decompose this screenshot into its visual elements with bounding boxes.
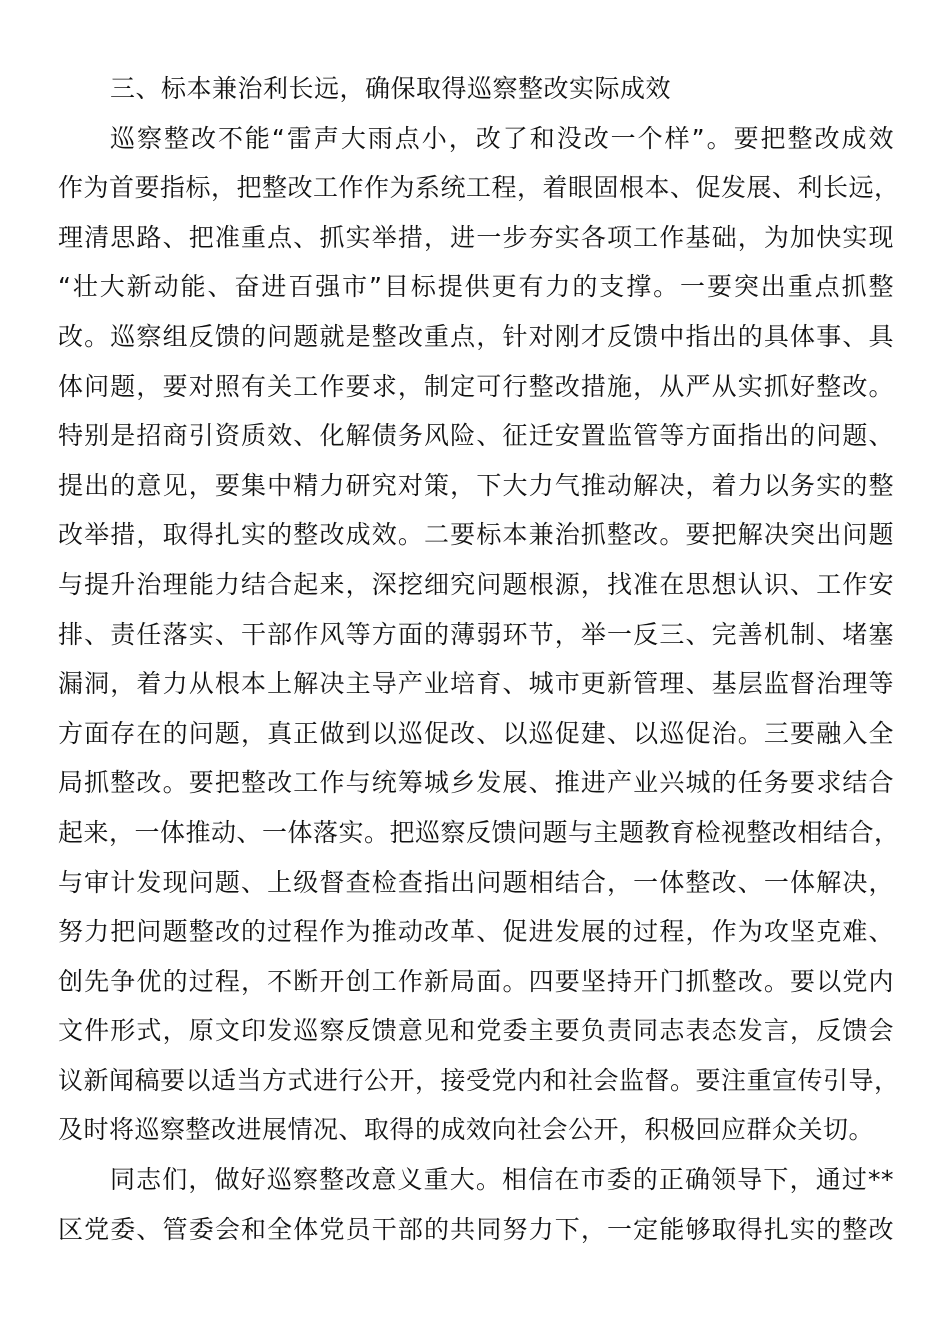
text-line: 巡察整改不能“雷声大雨点小，改了和没改一个样”。要把整改成效: [110, 123, 894, 153]
text-line: 排、责任落实、干部作风等方面的薄弱环节，举一反三、完善机制、堵塞: [58, 619, 894, 649]
text-line: 方面存在的问题，真正做到以巡促改、以巡促建、以巡促治。三要融入全: [58, 718, 894, 748]
text-line: “壮大新动能、奋进百强市”目标提供更有力的支撑。一要突出重点抓整: [58, 272, 894, 302]
paragraph-closing-remarks: [58, 1155, 894, 1254]
text-line: 同志们，做好巡察整改意义重大。相信在市委的正确领导下，通过**: [110, 1165, 894, 1195]
document-body: [58, 64, 900, 1254]
text-line: 改举措，取得扎实的整改成效。二要标本兼治抓整改。要把解决突出问题: [58, 520, 894, 550]
text-line: 文件形式，原文印发巡察反馈意见和党委主要负责同志表态发言，反馈会: [58, 1016, 894, 1046]
text-line: 与提升治理能力结合起来，深挖细究问题根源，找准在思想认识、工作安: [58, 569, 894, 599]
text-line: 特别是招商引资质效、化解债务风险、征迁安置监管等方面指出的问题、: [58, 421, 894, 451]
text-line: 改。巡察组反馈的问题就是整改重点，针对刚才反馈中指出的具体事、具: [58, 321, 894, 351]
text-line: 提出的意见，要集中精力研究对策，下大力气推动解决，着力以务实的整: [58, 470, 894, 500]
text-line: 议新闻稿要以适当方式进行公开，接受党内和社会监督。要注重宣传引导，: [58, 1065, 900, 1095]
text-line: 区党委、管委会和全体党员干部的共同努力下，一定能够取得扎实的整改: [58, 1214, 894, 1244]
section-heading: 三、标本兼治利长远，确保取得巡察整改实际成效: [110, 74, 672, 103]
text-line: 努力把问题整改的过程作为推动改革、促进发展的过程，作为攻坚克难、: [58, 917, 894, 947]
text-line: 局抓整改。要把整改工作与统筹城乡发展、推进产业兴城的任务要求结合: [58, 768, 894, 798]
text-line: 体问题，要对照有关工作要求，制定可行整改措施，从严从实抓好整改。: [58, 371, 894, 401]
text-line: 及时将巡察整改进展情况、取得的成效向社会公开，积极回应群众关切。: [58, 1115, 875, 1145]
text-line: 与审计发现问题、上级督查检查指出问题相结合，一体整改、一体解决，: [58, 867, 894, 897]
text-line: 创先争优的过程，不断开创工作新局面。四要坚持开门抓整改。要以党内: [58, 966, 894, 996]
text-line: 理清思路、把准重点、抓实举措，进一步夯实各项工作基础，为加快实现: [58, 222, 894, 252]
text-line: 作为首要指标，把整改工作作为系统工程，着眼固根本、促发展、利长远，: [58, 173, 900, 203]
paragraph-rectification-measures: [58, 114, 900, 1155]
text-line: 漏洞，着力从根本上解决主导产业培育、城市更新管理、基层监督治理等: [58, 669, 894, 699]
text-line: 起来，一体推动、一体落实。把巡察反馈问题与主题教育检视整改相结合，: [58, 817, 900, 847]
